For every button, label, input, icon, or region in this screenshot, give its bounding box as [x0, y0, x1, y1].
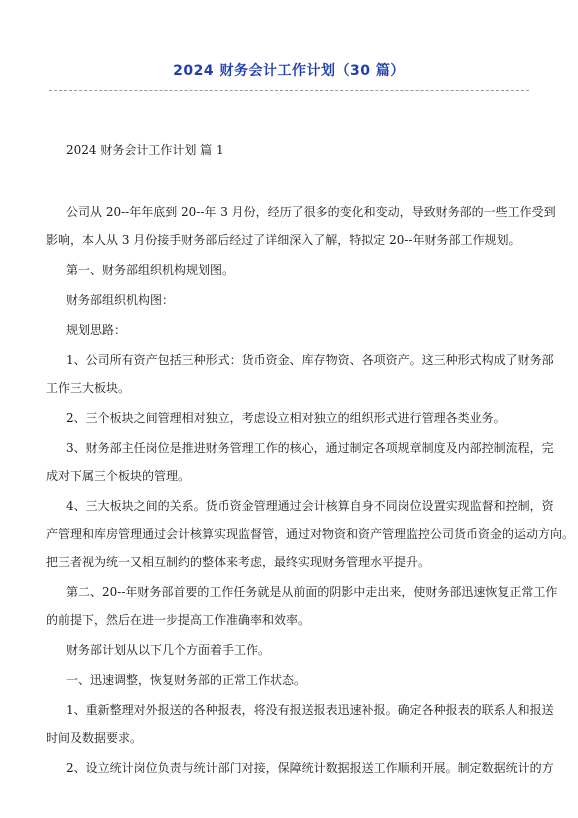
paragraph-line: 1、重新整理对外报送的各种报表，将没有报送报表迅速补报。确定各种报表的联系人和报送 [66, 703, 554, 717]
paragraph-line: 财务部计划从以下几个方面着手工作。 [66, 643, 271, 657]
paragraph [66, 256, 546, 284]
paragraph-line: 1、公司所有资产包括三种形式：货币资金、库存物资、各项资产。这三种形式构成了财务部 [66, 353, 554, 367]
paragraph-list [46, 198, 575, 782]
paragraph [46, 696, 554, 752]
paragraph-line: 第一、财务部组织机构规划图。 [66, 263, 235, 277]
paragraph-line: 2、三个板块之间管理相对独立，考虑设立相对独立的组织形式进行管理各类业务。 [66, 411, 506, 425]
paragraph [66, 636, 546, 664]
paragraph-line: 工作三大板块。 [46, 381, 131, 395]
paragraph-line: 3、财务部主任岗位是推进财务管理工作的核心，通过制定各项规章制度及内部控制流程，完 [66, 441, 554, 455]
paragraph-line: 成对下属三个板块的管理。 [46, 469, 191, 483]
section-heading: 2024 财务会计工作计划 篇 1 [66, 143, 224, 157]
paragraph-line: 影响，本人从 3 月份接手财务部后经过了详细深入了解，特拟定 20--年财务部工作规划。 [46, 233, 521, 247]
paragraph-line: 产管理和库房管理通过会计核算实现监督管，通过对物资和资产管理监控公司货币资金的运动方向。 [46, 527, 575, 541]
paragraph-line: 时间及数据要求。 [46, 731, 143, 745]
document-body [46, 136, 575, 784]
paragraph [66, 286, 546, 314]
paragraph-line: 2、设立统计岗位负责与统计部门对接，保障统计数据报送工作顺利开展。制定数据统计的方 [66, 761, 554, 775]
paragraph [66, 754, 554, 782]
paragraph-line: 第二、20--年财务部首要的工作任务就是从前面的阴影中走出来，使财务部迅速恢复正常工作 [66, 585, 558, 599]
paragraph-line: 财务部组织机构图： [66, 293, 175, 307]
title-divider [49, 90, 529, 91]
paragraph-line: 一、迅速调整，恢复财务部的正常工作状态。 [66, 673, 307, 687]
paragraph [46, 198, 556, 254]
paragraph [66, 316, 546, 344]
paragraph [46, 492, 575, 576]
paragraph-line: 的前提下，然后在进一步提高工作准确率和效率。 [46, 613, 311, 627]
paragraph [46, 346, 554, 402]
paragraph-line: 4、三大板块之间的关系。货币资金管理通过会计核算自身不同岗位设置实现监督和控制，资 [66, 499, 554, 513]
paragraph [46, 434, 554, 490]
paragraph [66, 404, 546, 432]
paragraph-line: 公司从 20--年年底到 20--年 3 月份，经历了很多的变化和变动，导致财务部的一些工作受到 [66, 205, 556, 219]
document-title: 2024 财务会计工作计划（30 篇） [173, 63, 405, 79]
paragraph [66, 666, 546, 694]
paragraph-line: 规划思路： [66, 323, 127, 337]
paragraph [46, 578, 558, 634]
paragraph-line: 把三者视为统一又相互制约的整体来考虑，最终实现财务管理水平提升。 [46, 555, 431, 569]
